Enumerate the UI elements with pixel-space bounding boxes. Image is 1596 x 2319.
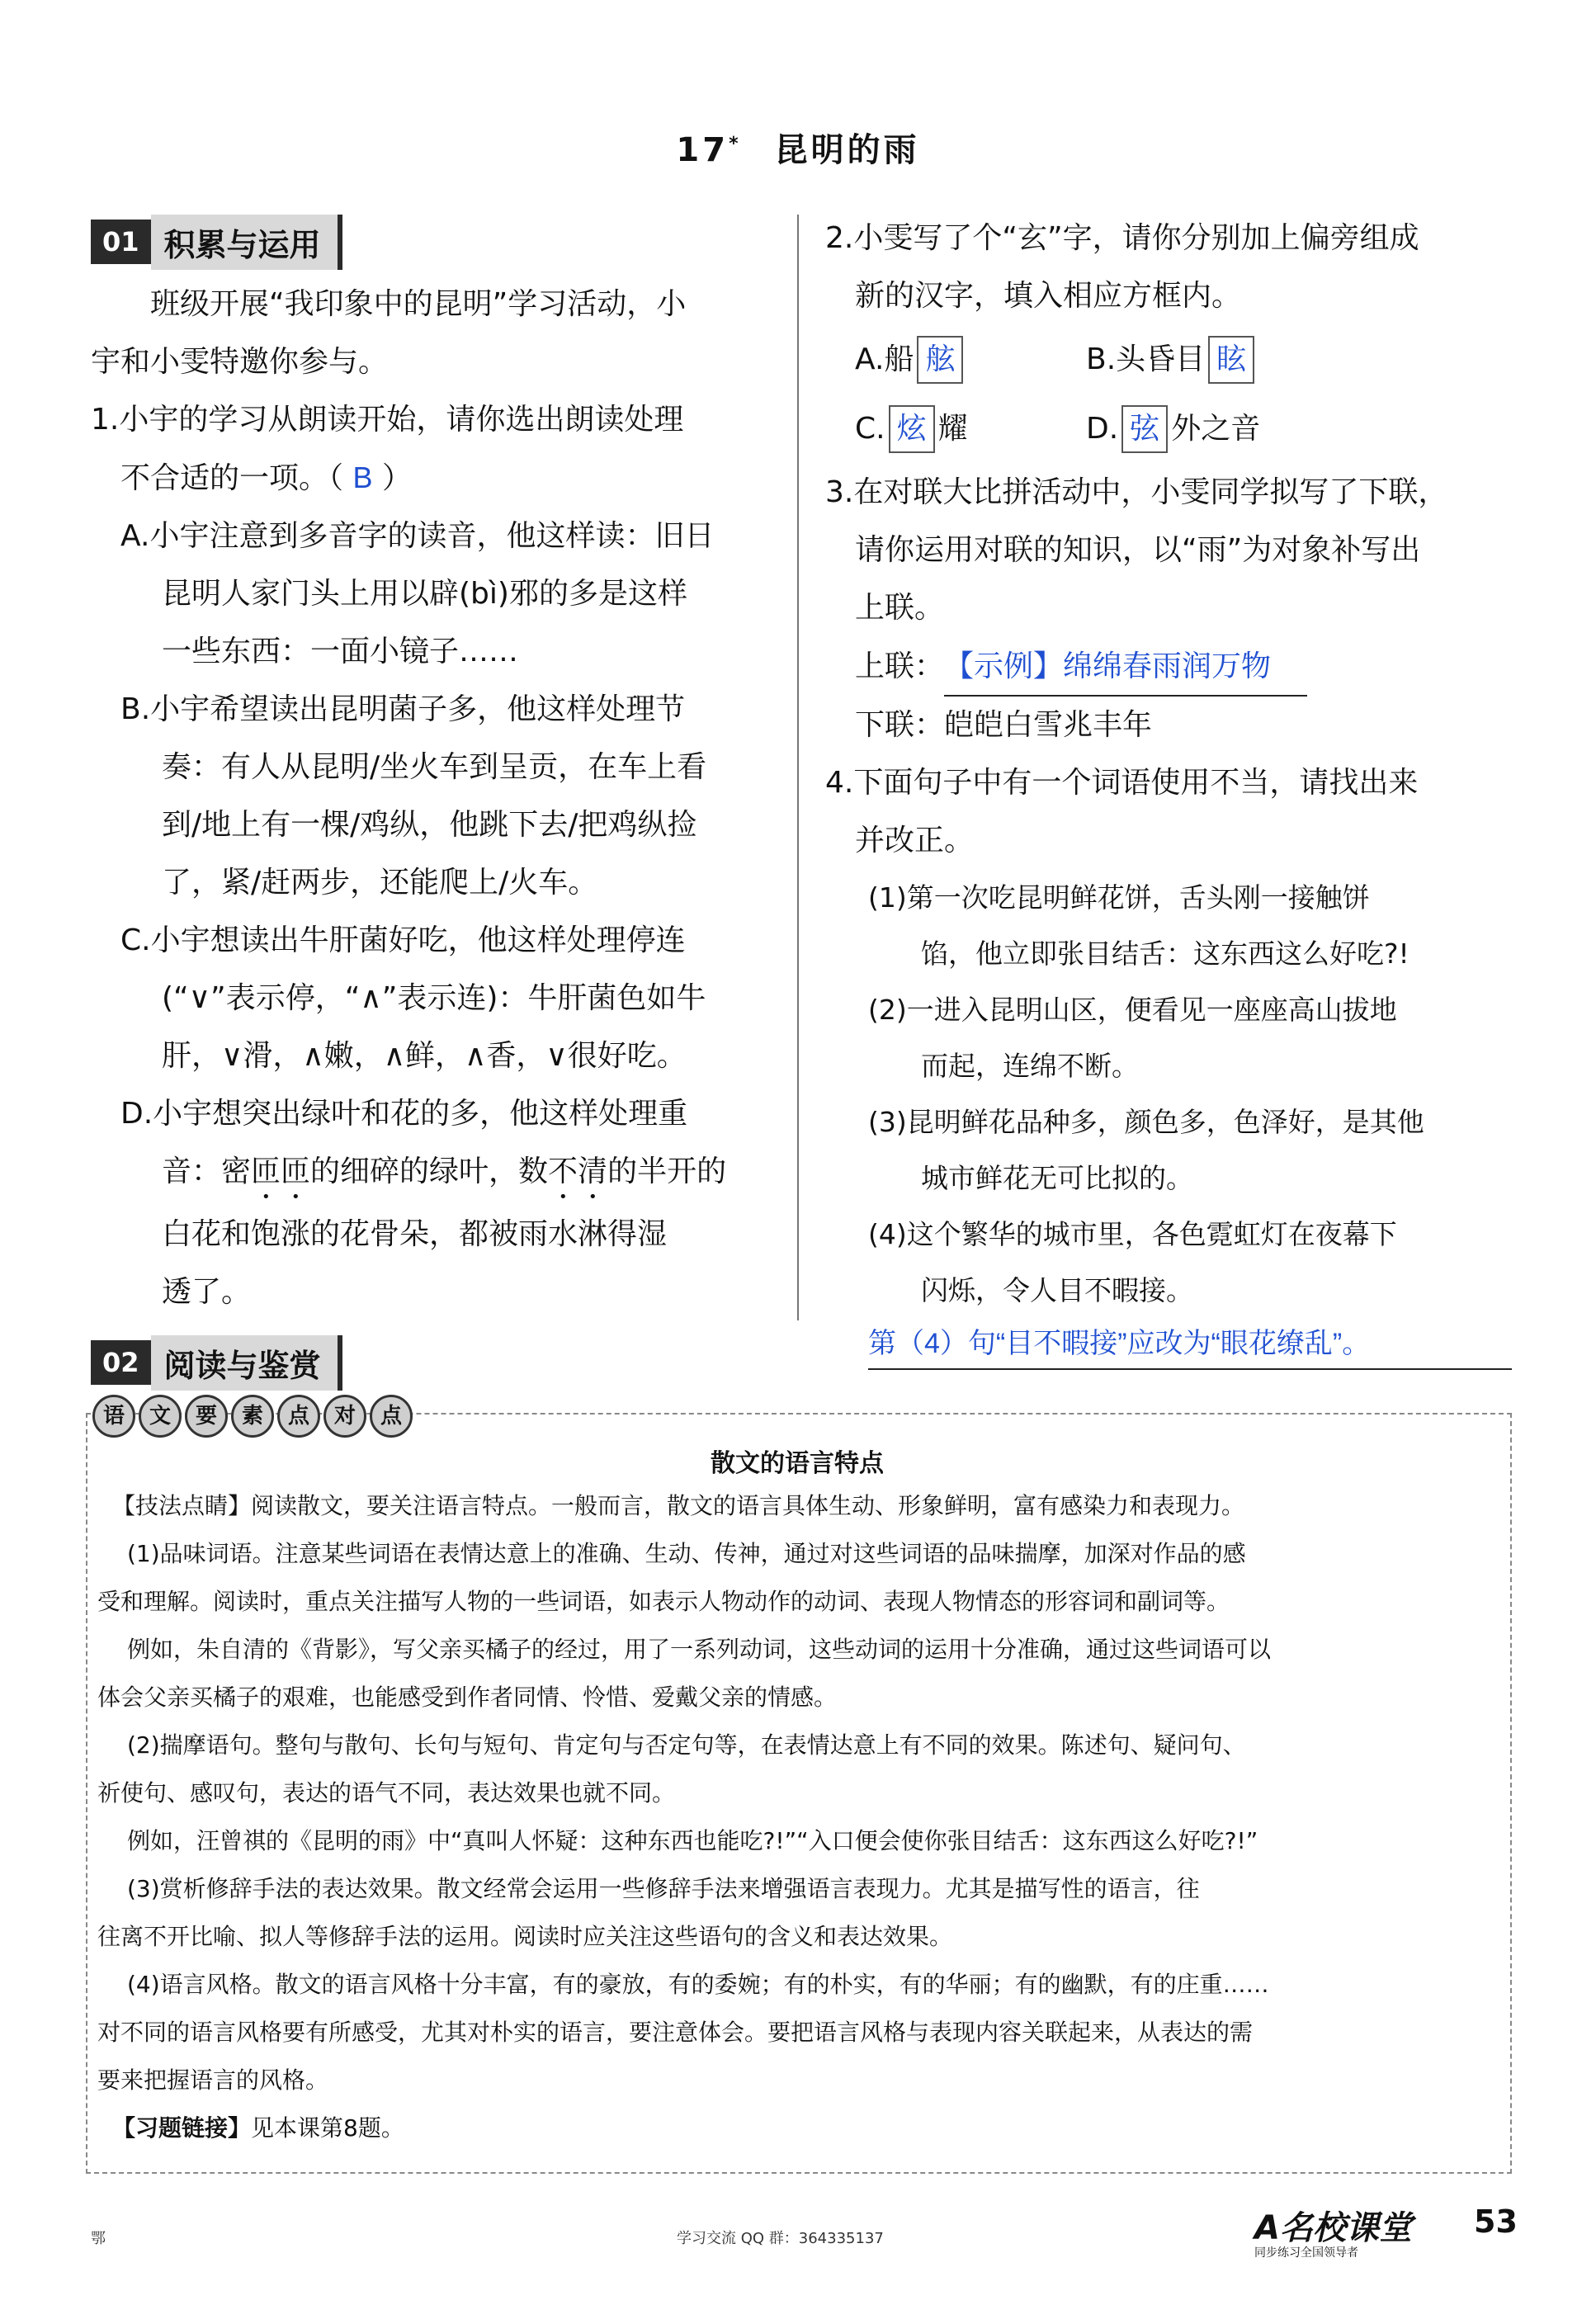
- q4-answer: 第（4）句“目不暇接”应改为“眼花缭乱”。: [868, 1319, 1512, 1370]
- link-text: 见本课第8题。: [251, 2114, 404, 2142]
- tips-line: 要来把握语言的风格。: [97, 2066, 329, 2094]
- emphasis-text: 不清: [548, 1155, 608, 1188]
- tag-char: 语: [92, 1395, 135, 1438]
- q2-a-answer: 舷: [917, 336, 963, 384]
- q4-stem: 4.下面句子中有一个词语使用不当，请找出来: [825, 766, 1419, 800]
- link-label: 【习题链接】: [112, 2114, 252, 2142]
- page-title: [0, 124, 1596, 171]
- footer-qq: 学习交流 QQ 群：364335137: [677, 2230, 884, 2247]
- q2-a-label: A.船: [855, 342, 914, 376]
- lesson-number: 17: [676, 131, 730, 169]
- q2-stem: 2.小雯写了个“玄”字，请你分别加上偏旁组成: [825, 221, 1419, 255]
- section-title: 阅读与鉴赏: [151, 1335, 342, 1391]
- section-number: 01: [91, 220, 151, 264]
- q3-stem: 上联。: [855, 591, 945, 625]
- intro-line: 宇和小雯特邀你参与。: [91, 345, 389, 379]
- option-line: D.小宇想突出绿叶和花的多，他这样处理重: [120, 1097, 688, 1131]
- tips-line: (3)赏析修辞手法的表达效果。散文经常会运用一些修辞手法来增强语言表现力。尤其是描写性的语言，往: [127, 1875, 1200, 1902]
- tips-line: 体会父亲买橘子的艰难，也能感受到作者同情、怜惜、爱戴父亲的情感。: [97, 1684, 838, 1711]
- option-line: [120, 1143, 776, 1206]
- lesson-mark: *: [729, 133, 742, 154]
- q4-item-line: 城市鲜花无可比拟的。: [921, 1162, 1193, 1194]
- lesson-title: 昆明的雨: [774, 131, 920, 169]
- brand-sub: 同步练习全国领导者: [1254, 2246, 1358, 2260]
- q2-row-1: [825, 325, 1518, 394]
- option-line: 昆明人家门头上用以辟(bì)邪的多是这样: [162, 577, 687, 611]
- tag-char: 要: [185, 1395, 228, 1438]
- q4-item-line: (3)昆明鲜花品种多，颜色多，色泽好，是其他: [868, 1106, 1424, 1138]
- q2-c-post: 耀: [937, 412, 968, 446]
- q3-stem: 请你运用对联的知识，以“雨”为对象补写出: [855, 533, 1421, 567]
- section-header-1: [91, 216, 342, 267]
- tag-char: 文: [139, 1395, 182, 1438]
- option-line: C.小宇想读出牛肝菌好吃，他这样处理停连: [120, 923, 686, 957]
- q4-item-line: 馅，他立即张目结舌：这东西这么好吃?!: [921, 938, 1409, 970]
- section-number: 02: [91, 1340, 151, 1385]
- option-line: 肝，∨滑，∧嫩，∧鲜，∧香，∨很好吃。: [162, 1039, 687, 1073]
- q3-upper: [825, 637, 1518, 697]
- box-title: 散文的语言特点: [711, 1449, 884, 1478]
- tips-text: [97, 1482, 1500, 2152]
- exercise-link: [97, 2104, 1500, 2152]
- tag-char: 对: [323, 1395, 366, 1438]
- tag-char: 点: [277, 1395, 320, 1438]
- right-column: [825, 210, 1518, 1370]
- column-divider: [797, 215, 799, 1320]
- q2-row-2: [825, 394, 1518, 464]
- tips-line: 受和理解。阅读时，重点关注描写人物的一些词语，如表示人物动作的动词、表现人物情态的形容词和副词等。: [97, 1588, 1230, 1615]
- page-number: 53: [1474, 2203, 1518, 2240]
- option-line: 到/地上有一棵/鸡纵，他跳下去/把鸡纵捡: [162, 808, 697, 842]
- tips-line: 祈使句、感叹句，表达的语气不同，表达效果也就不同。: [97, 1779, 676, 1807]
- option-line: (“∨”表示停，“∧”表示连)：牛肝菌色如牛: [162, 981, 706, 1015]
- q1-answer: B: [352, 460, 373, 494]
- q1-option-b: [91, 681, 776, 912]
- section-tag: [92, 1395, 413, 1438]
- tips-line: 【技法点睛】阅读散文，要关注语言特点。一般而言，散文的语言具体生动、形象鲜明，富有感染力和表现力。: [112, 1492, 1245, 1519]
- tips-line: (1)品味词语。注意某些词语在表情达意上的准确、生动、传神，通过对这些词语的品味揣摩，加深对作品的感: [127, 1540, 1246, 1567]
- q1-close: ）: [381, 461, 412, 495]
- option-line: 透了。: [162, 1275, 252, 1309]
- tips-line: (4)语言风格。散文的语言风格十分丰富，有的豪放，有的委婉；有的朴实，有的华丽；有的幽默，有的庄重……: [127, 1971, 1269, 1998]
- q1-option-d: [91, 1085, 776, 1321]
- brand-logo: [1254, 2202, 1412, 2260]
- tips-line: (2)揣摩语句。整句与散句、长句与短句、肯定句与否定句等，在表情达意上有不同的效果。陈述句、疑问句、: [127, 1731, 1246, 1759]
- tag-char: 点: [370, 1395, 413, 1438]
- q4-item-line: (1)第一次吃昆明鲜花饼，舌头刚一接触饼: [868, 881, 1370, 914]
- option-line: B.小宇希望读出昆明菌子多，他这样处理节: [120, 692, 686, 726]
- q4-answer-line: [825, 1319, 1518, 1370]
- footer-left: 鄂: [91, 2230, 106, 2247]
- q3-lower: 下联：皑皑白雪兆丰年: [855, 708, 1153, 742]
- q4-item-line: (4)这个繁华的城市里，各色霓虹灯在夜幕下: [868, 1218, 1397, 1250]
- q2-c-answer: 炫: [889, 405, 935, 453]
- text-run: 音：密: [162, 1155, 252, 1188]
- q4-stem: 并改正。: [855, 824, 975, 857]
- q4-items: [825, 870, 1518, 1319]
- brand-name: A名校课堂: [1254, 2209, 1412, 2247]
- option-line: 一些东西：一面小镜子……: [162, 635, 519, 668]
- option-line: 奏：有人从昆明/坐火车到呈贡，在车上看: [162, 750, 707, 784]
- q3-upper-label: 上联：: [855, 649, 945, 683]
- tips-line: 例如，汪曾祺的《昆明的雨》中“真叫人怀疑：这种东西也能吃?!”“入口便会使你张目结舌：这东西这么好吃?!”: [127, 1827, 1258, 1854]
- q2-d-label: D.: [1086, 412, 1119, 446]
- q2-d-answer: 弦: [1121, 405, 1168, 453]
- option-line: 白花和饱涨的花骨朵，都被雨水淋得湿: [162, 1217, 668, 1251]
- q2-c-label: C.: [855, 412, 885, 446]
- q1-stem: 1.小宇的学习从朗读开始，请你选出朗读处理: [91, 403, 684, 437]
- q1-option-a: [91, 508, 776, 681]
- tips-line: 例如，朱自清的《背影》，写父亲买橘子的经过，用了一系列动词，这些动词的运用十分准确，通过这些词语可以: [127, 1636, 1272, 1663]
- emphasis-text: 匝匝: [251, 1155, 311, 1188]
- q2-d-post: 外之音: [1171, 412, 1261, 446]
- q2-stem: 新的汉字，填入相应方框内。: [855, 279, 1242, 313]
- q2-b-label: B.头昏目: [1086, 342, 1206, 376]
- text-run: 的半开的: [607, 1155, 727, 1188]
- q4-item-line: (2)一进入昆明山区，便看见一座座高山拔地: [868, 994, 1397, 1026]
- option-line: A.小宇注意到多音字的读音，他这样读：旧日: [120, 519, 715, 553]
- section-header-2: [91, 1337, 342, 1388]
- q3-upper-answer: 【示例】绵绵春雨润万物: [944, 637, 1307, 697]
- tag-char: 素: [231, 1395, 274, 1438]
- intro-line: 班级开展“我印象中的昆明”学习活动，小: [150, 287, 687, 321]
- left-column: [91, 276, 776, 1321]
- section-title: 积累与运用: [151, 215, 342, 270]
- q3-stem: 3.在对联大比拼活动中，小雯同学拟写了下联，: [825, 475, 1448, 509]
- tips-line: 往离不开比喻、拟人等修辞手法的运用。阅读时应关注这些语句的含义和表达效果。: [97, 1923, 953, 1950]
- option-line: 了，紧/赶两步，还能爬上/火车。: [162, 866, 598, 900]
- text-run: 的细碎的绿叶，数: [310, 1155, 549, 1188]
- q1-option-c: [91, 912, 776, 1085]
- q4-item-line: 闪烁，令人目不暇接。: [921, 1274, 1193, 1306]
- q1-stem-2: [91, 449, 776, 508]
- q4-item-line: 而起，连绵不断。: [921, 1050, 1139, 1082]
- q1-stem-text: 不合适的一项。（: [120, 461, 344, 495]
- tips-line: 对不同的语言风格要有所感受，尤其对朴实的语言，要注意体会。要把语言风格与表现内容关联起来，从表达的需: [97, 2019, 1254, 2046]
- q2-b-answer: 眩: [1208, 336, 1254, 384]
